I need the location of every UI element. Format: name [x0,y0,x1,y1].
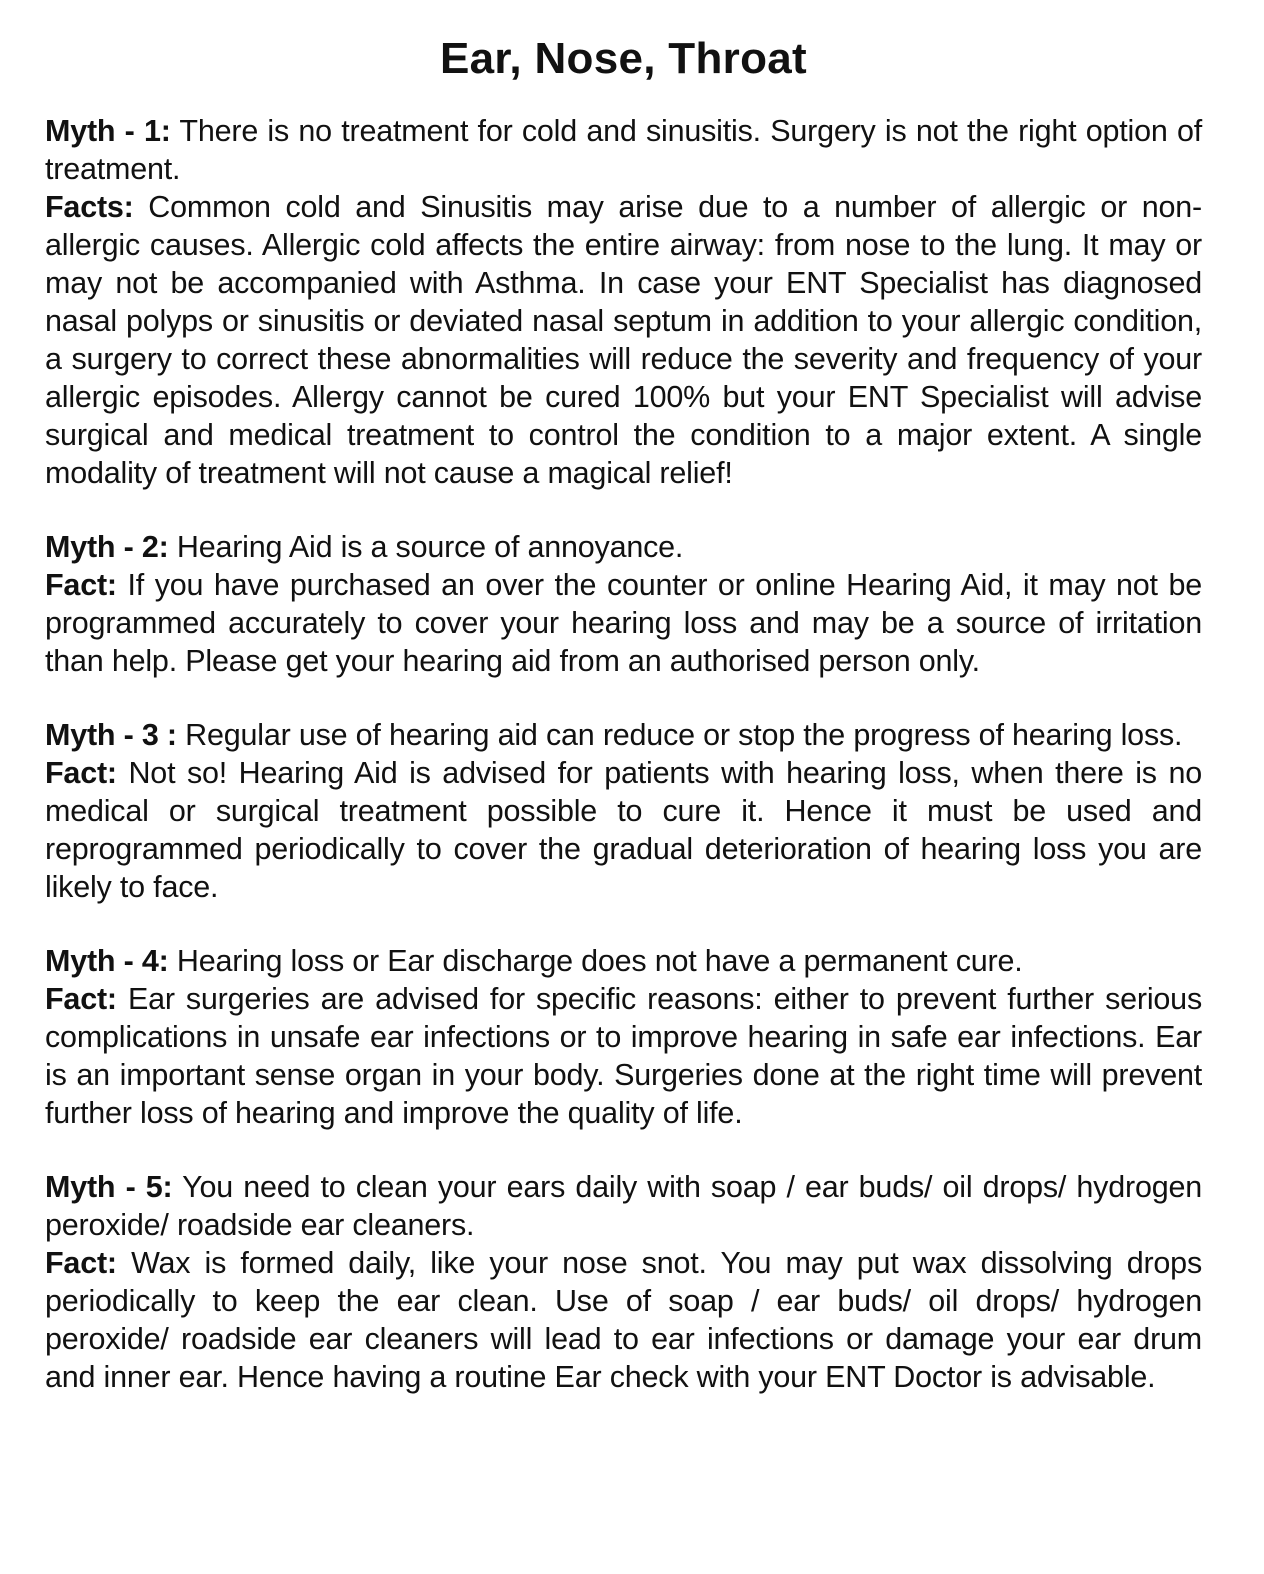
myth-text: Hearing loss or Ear discharge does not have a permanent cure. [168,944,1023,978]
myth-text: There is no treatment for cold and sinusitis. Surgery is not the right option of treatment. [45,114,1202,186]
fact-paragraph [45,980,1202,1132]
myth-paragraph [45,112,1202,188]
myth-text: Hearing Aid is a source of annoyance. [168,530,684,564]
fact-text: Not so! Hearing Aid is advised for patients with hearing loss, when there is no medical or surgical treatment possible to cure it. Hence it must be used and reprogrammed periodically to cover the gradual deterioration of hearing loss you are likely to face. [45,756,1202,904]
fact-text: Common cold and Sinusitis may arise due to a number of allergic or non-allergic causes. Allergic cold affects the entire airway: from nose to the lung. It may or may not be accompanied with Asthma. In case your ENT Specialist has diagnosed nasal polyps or sinusitis or deviated nasal septum in addition to your allergic condition, a surgery to correct these abnormalities will reduce the severity and frequency of your allergic episodes. Allergy cannot be cured 100% but your ENT Specialist will advise surgical and medical treatment to control the condition to a major extent. A single modality of treatment will not cause a magical relief! [45,190,1202,490]
myth-paragraph [45,942,1202,980]
myth-label: Myth - 4: [45,944,169,978]
myth-label: Myth - 2: [45,530,169,564]
page-title: Ear, Nose, Throat [440,34,807,83]
myth-paragraph [45,716,1202,754]
fact-label: Fact: [45,568,117,602]
myth-paragraph [45,1168,1202,1244]
myth-entry-2 [45,528,1202,680]
myth-entry-5 [45,1168,1202,1396]
myth-label: Myth - 5: [45,1170,173,1204]
myth-entry-1 [45,112,1202,492]
fact-paragraph [45,754,1202,906]
fact-paragraph [45,1244,1202,1396]
fact-label: Fact: [45,1246,117,1280]
fact-label: Fact: [45,756,117,790]
fact-text: If you have purchased an over the counter or online Hearing Aid, it may not be programmed accurately to cover your hearing loss and may be a source of irritation than help. Please get your hearing aid from an authorised person only. [45,568,1202,678]
fact-text: Ear surgeries are advised for specific reasons: either to prevent further serious complications in unsafe ear infections or to improve hearing in safe ear infections. Ear is an important sense organ in your body. Surgeries done at the right time will prevent further loss of hearing and improve the quality of life. [45,982,1202,1130]
fact-text: Wax is formed daily, like your nose snot. You may put wax dissolving drops periodically to keep the ear clean. Use of soap / ear buds/ oil drops/ hydrogen peroxide/ roadside ear cleaners will lead to ear infections or damage your ear drum and inner ear. Hence having a routine Ear check with your ENT Doctor is advisable. [45,1246,1202,1394]
myth-entry-3 [45,716,1202,906]
myth-text: Regular use of hearing aid can reduce or stop the progress of hearing loss. [176,718,1183,752]
document-page [45,28,1202,1432]
myth-label: Myth - 3 : [45,718,177,752]
fact-paragraph [45,188,1202,492]
myth-paragraph [45,528,1202,566]
fact-label: Facts: [45,190,134,224]
myth-label: Myth - 1: [45,114,171,148]
fact-paragraph [45,566,1202,680]
myth-entry-4 [45,942,1202,1132]
myth-text: You need to clean your ears daily with soap / ear buds/ oil drops/ hydrogen peroxide/ roadside ear cleaners. [45,1170,1202,1242]
fact-label: Fact: [45,982,117,1016]
